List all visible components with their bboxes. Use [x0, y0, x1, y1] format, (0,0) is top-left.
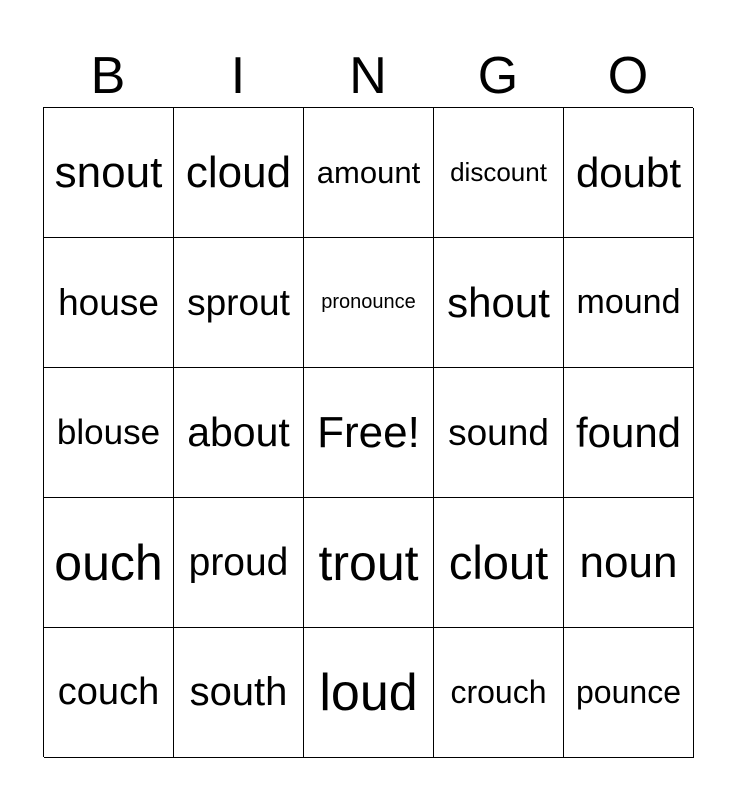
header-letter-o: O: [607, 47, 649, 105]
bingo-cell: sound: [434, 368, 564, 498]
header-letter-i: I: [230, 47, 246, 105]
bingo-cell: Free!: [304, 368, 434, 498]
bingo-cell: snout: [44, 108, 174, 238]
bingo-cell: south: [174, 628, 304, 758]
bingo-cell: mound: [564, 238, 694, 368]
bingo-cell: doubt: [564, 108, 694, 238]
bingo-cell: loud: [304, 628, 434, 758]
bingo-cell: sprout: [174, 238, 304, 368]
header-letter-b: B: [90, 47, 126, 105]
bingo-cell: pounce: [564, 628, 694, 758]
header-letter-g: G: [477, 47, 519, 105]
bingo-header: [43, 46, 693, 106]
bingo-cell: discount: [434, 108, 564, 238]
bingo-cell: couch: [44, 628, 174, 758]
bingo-cell: ouch: [44, 498, 174, 628]
bingo-cell: house: [44, 238, 174, 368]
bingo-cell: noun: [564, 498, 694, 628]
bingo-cell: found: [564, 368, 694, 498]
bingo-cell: trout: [304, 498, 434, 628]
bingo-grid: [43, 107, 693, 757]
bingo-cell: amount: [304, 108, 434, 238]
header-letter-n: N: [349, 47, 387, 105]
bingo-cell: about: [174, 368, 304, 498]
bingo-cell: clout: [434, 498, 564, 628]
bingo-cell: pronounce: [304, 238, 434, 368]
bingo-cell: blouse: [44, 368, 174, 498]
bingo-cell: shout: [434, 238, 564, 368]
bingo-cell: cloud: [174, 108, 304, 238]
bingo-cell: proud: [174, 498, 304, 628]
bingo-cell: crouch: [434, 628, 564, 758]
